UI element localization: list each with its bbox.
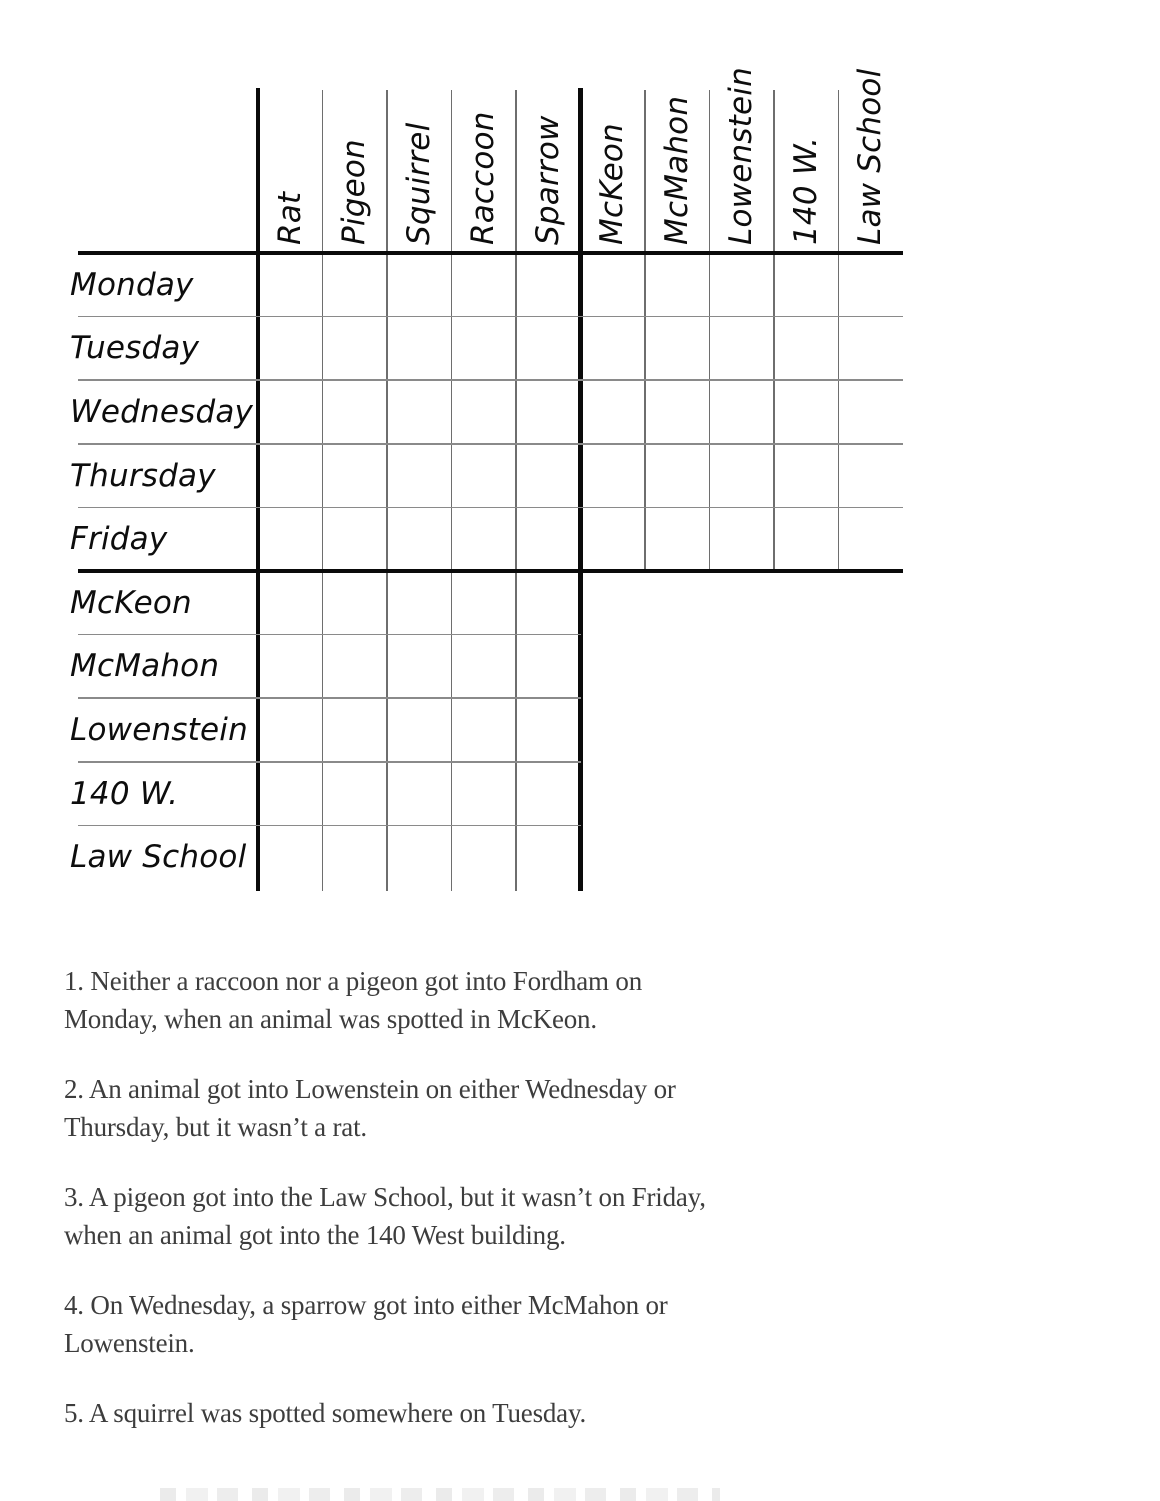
cell-monday-lowenstein[interactable]: [710, 253, 775, 317]
col-header-pigeon: Pigeon: [336, 139, 373, 245]
cell-tuesday-sparrow[interactable]: [516, 317, 581, 381]
cell-friday-sparrow[interactable]: [516, 507, 581, 571]
cell-thursday-mcmahon[interactable]: [645, 444, 710, 508]
cell-mckeon-squirrel[interactable]: [387, 571, 452, 635]
col-header-lowenstein: Lowenstein: [723, 67, 760, 245]
clue-5: [64, 1394, 964, 1432]
clue-4: [64, 1286, 964, 1362]
cell-mcmahon-pigeon[interactable]: [323, 635, 388, 699]
cell-monday-mcmahon[interactable]: [645, 253, 710, 317]
cell-lowenstein-raccoon[interactable]: [452, 698, 517, 762]
clue-2: [64, 1070, 964, 1146]
cell-friday-raccoon[interactable]: [452, 507, 517, 571]
col-header-140-w: 140 W.: [787, 136, 824, 245]
col-header-sparrow: Sparrow: [529, 115, 566, 245]
cell-wednesday-pigeon[interactable]: [323, 380, 388, 444]
cell-friday-lowenstein[interactable]: [710, 507, 775, 571]
cell-thursday-140-w[interactable]: [774, 444, 839, 508]
cell-tuesday-rat[interactable]: [258, 317, 323, 381]
clue-4-line-1: 4. On Wednesday, a sparrow got into either McMahon or: [64, 1290, 668, 1320]
clue-1-line-2: Monday, when an animal was spotted in McKeon.: [64, 1004, 597, 1034]
cell-friday-rat[interactable]: [258, 507, 323, 571]
cell-140-w-pigeon[interactable]: [323, 762, 388, 826]
clue-2-line-2: Thursday, but it wasn’t a rat.: [64, 1112, 367, 1142]
cell-mcmahon-raccoon[interactable]: [452, 635, 517, 699]
cell-friday-pigeon[interactable]: [323, 507, 388, 571]
cell-140-w-squirrel[interactable]: [387, 762, 452, 826]
row-header-friday: Friday: [70, 521, 168, 558]
cell-tuesday-mckeon[interactable]: [581, 317, 646, 381]
cell-monday-mckeon[interactable]: [581, 253, 646, 317]
cell-monday-rat[interactable]: [258, 253, 323, 317]
truncated-sixth-clue-line: [160, 1488, 720, 1501]
cell-lowenstein-rat[interactable]: [258, 698, 323, 762]
col-header-squirrel: Squirrel: [400, 122, 437, 245]
col-header-mcmahon: McMahon: [658, 95, 695, 245]
cell-140-w-raccoon[interactable]: [452, 762, 517, 826]
cell-monday-raccoon[interactable]: [452, 253, 517, 317]
cell-thursday-pigeon[interactable]: [323, 444, 388, 508]
clue-1: [64, 962, 964, 1038]
clues-list: [64, 962, 964, 1464]
row-header-law-school: Law School: [70, 839, 247, 876]
clue-1-line-1: 1. Neither a raccoon nor a pigeon got into Fordham on: [64, 966, 642, 996]
cell-wednesday-140-w[interactable]: [774, 380, 839, 444]
col-header-rat: Rat: [271, 191, 308, 245]
cell-friday-law-school[interactable]: [839, 507, 904, 571]
cell-law-school-squirrel[interactable]: [387, 825, 452, 889]
cell-friday-mcmahon[interactable]: [645, 507, 710, 571]
clue-2-line-1: 2. An animal got into Lowenstein on either Wednesday or: [64, 1074, 676, 1104]
cell-lowenstein-pigeon[interactable]: [323, 698, 388, 762]
cell-thursday-lowenstein[interactable]: [710, 444, 775, 508]
cell-law-school-rat[interactable]: [258, 825, 323, 889]
row-header-wednesday: Wednesday: [70, 393, 254, 430]
cell-monday-pigeon[interactable]: [323, 253, 388, 317]
cell-thursday-law-school[interactable]: [839, 444, 904, 508]
cell-wednesday-sparrow[interactable]: [516, 380, 581, 444]
cell-thursday-mckeon[interactable]: [581, 444, 646, 508]
cell-wednesday-lowenstein[interactable]: [710, 380, 775, 444]
cell-thursday-squirrel[interactable]: [387, 444, 452, 508]
cell-wednesday-mckeon[interactable]: [581, 380, 646, 444]
cell-140-w-sparrow[interactable]: [516, 762, 581, 826]
cell-thursday-sparrow[interactable]: [516, 444, 581, 508]
cell-140-w-rat[interactable]: [258, 762, 323, 826]
cell-tuesday-law-school[interactable]: [839, 317, 904, 381]
cell-monday-sparrow[interactable]: [516, 253, 581, 317]
clue-5-line-1: 5. A squirrel was spotted somewhere on Tuesday.: [64, 1398, 587, 1428]
cell-mckeon-sparrow[interactable]: [516, 571, 581, 635]
cell-wednesday-mcmahon[interactable]: [645, 380, 710, 444]
cell-wednesday-law-school[interactable]: [839, 380, 904, 444]
clue-3: [64, 1178, 964, 1254]
cell-wednesday-rat[interactable]: [258, 380, 323, 444]
cell-tuesday-140-w[interactable]: [774, 317, 839, 381]
cell-friday-squirrel[interactable]: [387, 507, 452, 571]
cell-law-school-sparrow[interactable]: [516, 825, 581, 889]
cell-monday-law-school[interactable]: [839, 253, 904, 317]
row-header-lowenstein: Lowenstein: [70, 711, 248, 748]
cell-lowenstein-squirrel[interactable]: [387, 698, 452, 762]
cell-tuesday-raccoon[interactable]: [452, 317, 517, 381]
row-header-mckeon: McKeon: [70, 584, 192, 621]
col-header-law-school: Law School: [852, 68, 889, 245]
cell-mckeon-rat[interactable]: [258, 571, 323, 635]
col-header-mckeon: McKeon: [594, 123, 631, 245]
row-header-140-w: 140 W.: [70, 775, 179, 812]
cell-friday-mckeon[interactable]: [581, 507, 646, 571]
cell-wednesday-squirrel[interactable]: [387, 380, 452, 444]
cell-monday-squirrel[interactable]: [387, 253, 452, 317]
col-header-raccoon: Raccoon: [465, 111, 502, 245]
cell-mcmahon-squirrel[interactable]: [387, 635, 452, 699]
cell-tuesday-lowenstein[interactable]: [710, 317, 775, 381]
cell-lowenstein-sparrow[interactable]: [516, 698, 581, 762]
cell-tuesday-mcmahon[interactable]: [645, 317, 710, 381]
clue-3-line-1: 3. A pigeon got into the Law School, but it wasn’t on Friday,: [64, 1182, 706, 1212]
cell-law-school-pigeon[interactable]: [323, 825, 388, 889]
cell-mckeon-pigeon[interactable]: [323, 571, 388, 635]
cell-law-school-raccoon[interactable]: [452, 825, 517, 889]
row-header-thursday: Thursday: [70, 457, 216, 494]
cell-monday-140-w[interactable]: [774, 253, 839, 317]
row-header-monday: Monday: [70, 266, 194, 303]
cell-mcmahon-sparrow[interactable]: [516, 635, 581, 699]
cell-thursday-rat[interactable]: [258, 444, 323, 508]
clue-3-line-2: when an animal got into the 140 West building.: [64, 1220, 566, 1250]
row-header-mcmahon: McMahon: [70, 648, 220, 685]
cell-mckeon-raccoon[interactable]: [452, 571, 517, 635]
cell-mcmahon-rat[interactable]: [258, 635, 323, 699]
cell-wednesday-raccoon[interactable]: [452, 380, 517, 444]
clue-4-line-2: Lowenstein.: [64, 1328, 195, 1358]
cell-tuesday-pigeon[interactable]: [323, 317, 388, 381]
cell-tuesday-squirrel[interactable]: [387, 317, 452, 381]
cell-thursday-raccoon[interactable]: [452, 444, 517, 508]
row-header-tuesday: Tuesday: [70, 330, 200, 367]
cell-friday-140-w[interactable]: [774, 507, 839, 571]
